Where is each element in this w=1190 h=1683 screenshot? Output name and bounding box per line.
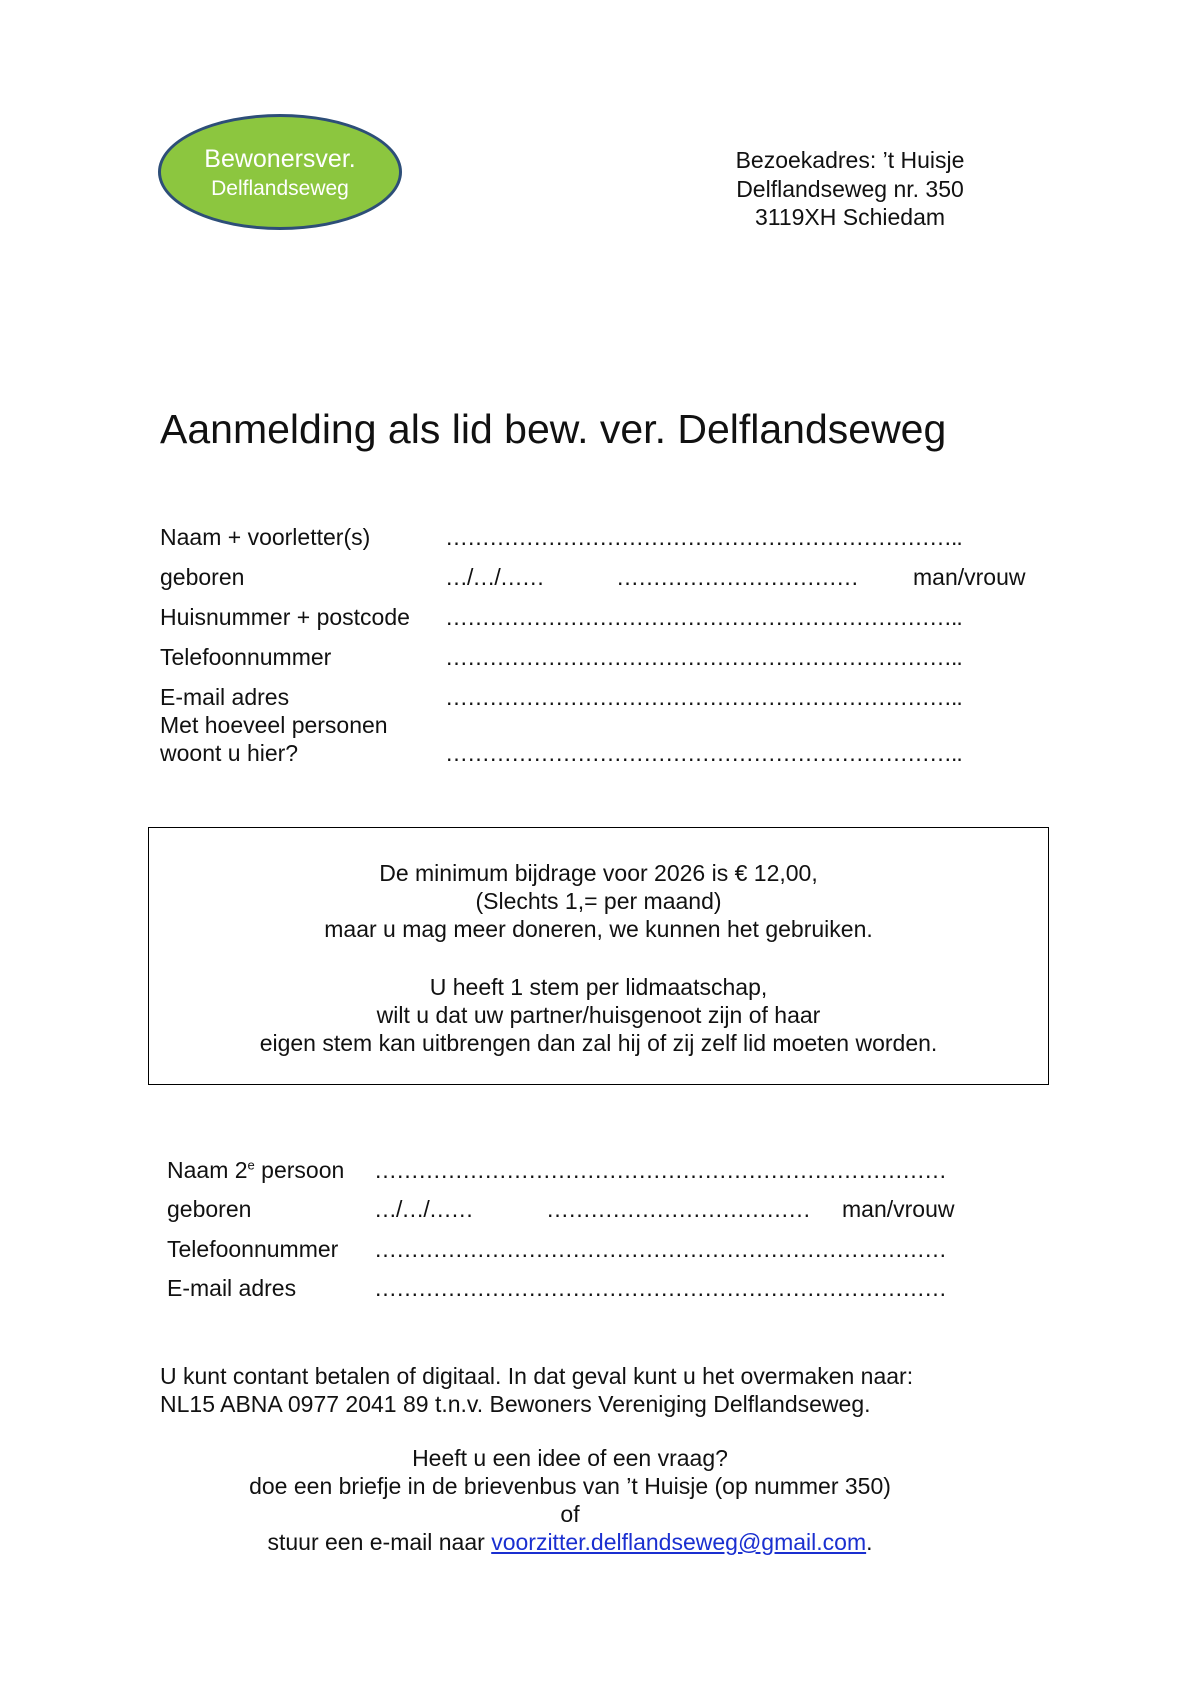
info-line-3: maar u mag meer doneren, we kunnen het gebruiken. <box>324 916 873 942</box>
gender2-choice: man/vrouw <box>842 1196 955 1222</box>
email2-label: E-mail adres <box>167 1275 297 1301</box>
personen-label-2: woont u hier? <box>160 740 299 766</box>
geboren-date-field[interactable]: …/…/…… <box>445 564 544 590</box>
gender-choice: man/vrouw <box>913 564 1026 590</box>
geboren2-place-field[interactable]: ……………………………… <box>546 1196 810 1222</box>
association-logo <box>158 114 402 230</box>
email2-field[interactable]: …………………………………………………………………… <box>374 1275 946 1301</box>
geboren-label: geboren <box>160 564 245 590</box>
page-title: Aanmelding als lid bew. ver. Delflandseweg <box>160 406 947 452</box>
contact-line-3: of <box>560 1501 580 1527</box>
contact-line-1: Heeft u een idee of een vraag? <box>412 1445 728 1471</box>
payment-line-1: U kunt contant betalen of digitaal. In dat geval kunt u het overmaken naar: <box>160 1363 914 1389</box>
telefoon-field[interactable]: …………………………………………………………….. <box>445 644 962 670</box>
contribution-info-box <box>148 827 1049 1085</box>
personen-label-1: Met hoeveel personen <box>160 712 388 738</box>
huisnummer-field[interactable]: …………………………………………………………….. <box>445 604 962 630</box>
address-line-2: Delflandseweg nr. 350 <box>736 175 964 202</box>
info-line-1: De minimum bijdrage voor 2026 is € 12,00, <box>379 860 818 886</box>
info-line-2: (Slechts 1,= per maand) <box>475 888 722 914</box>
address-line-1: Bezoekadres: ’t Huisje <box>735 147 965 173</box>
visiting-address <box>700 146 1000 232</box>
huisnummer-label: Huisnummer + postcode <box>160 604 410 630</box>
geboren2-label: geboren <box>167 1196 252 1222</box>
naam-label: Naam + voorletter(s) <box>160 524 371 550</box>
address-line-3: 3119XH Schiedam <box>754 204 946 230</box>
info-line-5: wilt u dat uw partner/huisgenoot zijn of haar <box>376 1002 821 1028</box>
personen-field[interactable]: …………………………………………………………….. <box>445 740 962 766</box>
naam-field[interactable]: …………………………………………………………….. <box>445 524 962 550</box>
payment-info <box>160 1362 913 1418</box>
telefoon2-label: Telefoonnummer <box>167 1236 339 1262</box>
info-line-4: U heeft 1 stem per lidmaatschap, <box>429 974 768 1000</box>
telefoon2-field[interactable]: …………………………………………………………………… <box>374 1236 946 1262</box>
email-label: E-mail adres <box>160 684 290 710</box>
payment-line-2: NL15 ABNA 0977 2041 89 t.n.v. Bewoners Vereniging Delflandseweg. <box>160 1391 871 1417</box>
naam2-label: Naam 2e persoon <box>167 1157 345 1183</box>
telefoon-label: Telefoonnummer <box>160 644 332 670</box>
logo-line-2: Delflandseweg <box>211 177 349 200</box>
contact-line-4: stuur een e-mail naar voorzitter.delflandseweg@gmail.com. <box>267 1529 873 1555</box>
email-field[interactable]: …………………………………………………………….. <box>445 684 962 710</box>
geboren2-date-field[interactable]: …/…/…… <box>374 1196 473 1222</box>
geboren-place-field[interactable]: …………………………… <box>616 564 858 590</box>
logo-line-1: Bewonersver. <box>204 145 356 173</box>
contact-line-2: doe een briefje in de brievenbus van ’t Huisje (op nummer 350) <box>249 1473 891 1499</box>
email-link[interactable]: voorzitter.delflandseweg@gmail.com <box>491 1529 867 1555</box>
naam2-field[interactable]: …………………………………………………………………… <box>374 1157 946 1183</box>
info-line-6: eigen stem kan uitbrengen dan zal hij of zij zelf lid moeten worden. <box>259 1030 938 1056</box>
